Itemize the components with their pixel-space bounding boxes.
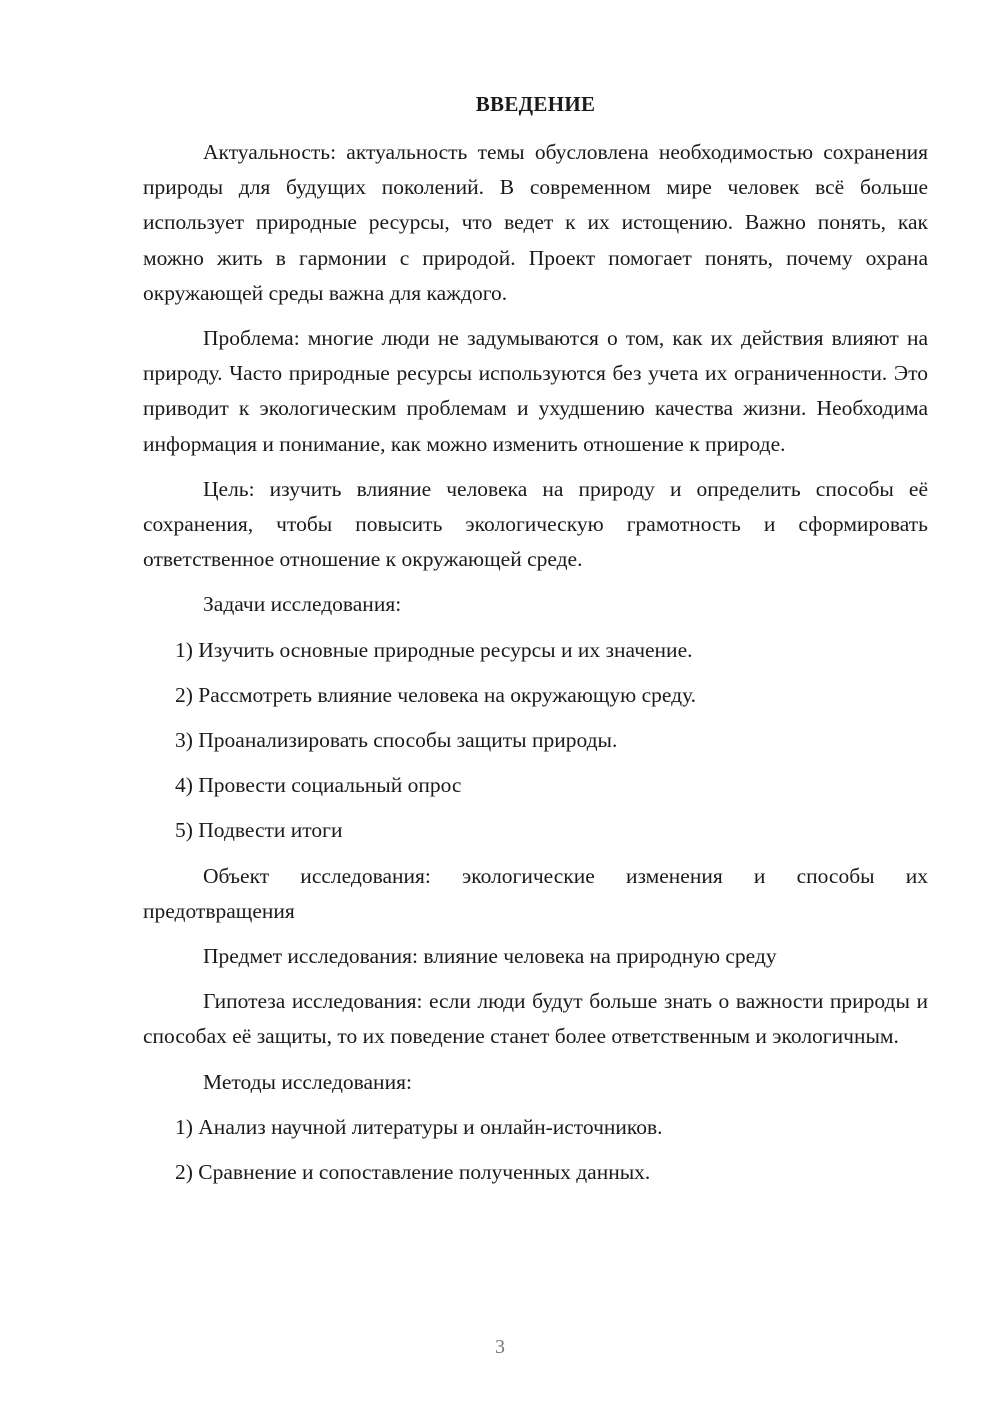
document-page bbox=[143, 92, 928, 1200]
methods-heading: Методы исследования: bbox=[203, 1069, 412, 1094]
task-item-2: 2) Рассмотреть влияние человека на окружающую среду. bbox=[175, 682, 697, 707]
tasks-heading: Задачи исследования: bbox=[203, 592, 402, 617]
task-item-1: 1) Изучить основные природные ресурсы и их значение. bbox=[175, 637, 693, 662]
subject-paragraph: Предмет исследования: влияние человека на природную среду bbox=[203, 944, 777, 969]
task-item-5: 5) Подвести итоги bbox=[175, 818, 343, 843]
hypothesis-paragraph: Гипотеза исследования: если люди будут больше знать о важности природы и способах её защиты, то их поведение станет более ответственным и экологичным. bbox=[143, 989, 928, 1049]
method-item-1: 1) Анализ научной литературы и онлайн-источников. bbox=[175, 1114, 663, 1139]
relevance-paragraph: Актуальность: актуальность темы обусловлена необходимостью сохранения природы для будущих поколений. В современном мире человек всё больше использует природные ресурсы, что ведет к их истощению. Важно понять, как можно жить в гармонии с природой. Проект помогает понять, почему охрана окружающей среды важна для каждого. bbox=[143, 140, 928, 305]
problem-paragraph: Проблема: многие люди не задумываются о том, как их действия влияют на природу. Часто природные ресурсы используются без учета их ограниченности. Это приводит к экологическим проблемам и ухудшению качества жизни. Необходима информация и понимание, как можно изменить отношение к природе. bbox=[143, 326, 928, 456]
method-item-2: 2) Сравнение и сопоставление полученных данных. bbox=[175, 1160, 651, 1185]
object-paragraph: Объект исследования: экологические изменения и способы их предотвращения bbox=[143, 863, 928, 923]
task-item-4: 4) Провести социальный опрос bbox=[175, 773, 462, 798]
page-number: 3 bbox=[495, 1336, 505, 1358]
goal-paragraph: Цель: изучить влияние человека на природу и определить способы её сохранения, чтобы повысить экологическую грамотность и сформировать ответственное отношение к окружающей среде. bbox=[143, 476, 928, 572]
task-item-3: 3) Проанализировать способы защиты природы. bbox=[175, 728, 618, 753]
section-title: ВВЕДЕНИЕ bbox=[475, 92, 596, 116]
